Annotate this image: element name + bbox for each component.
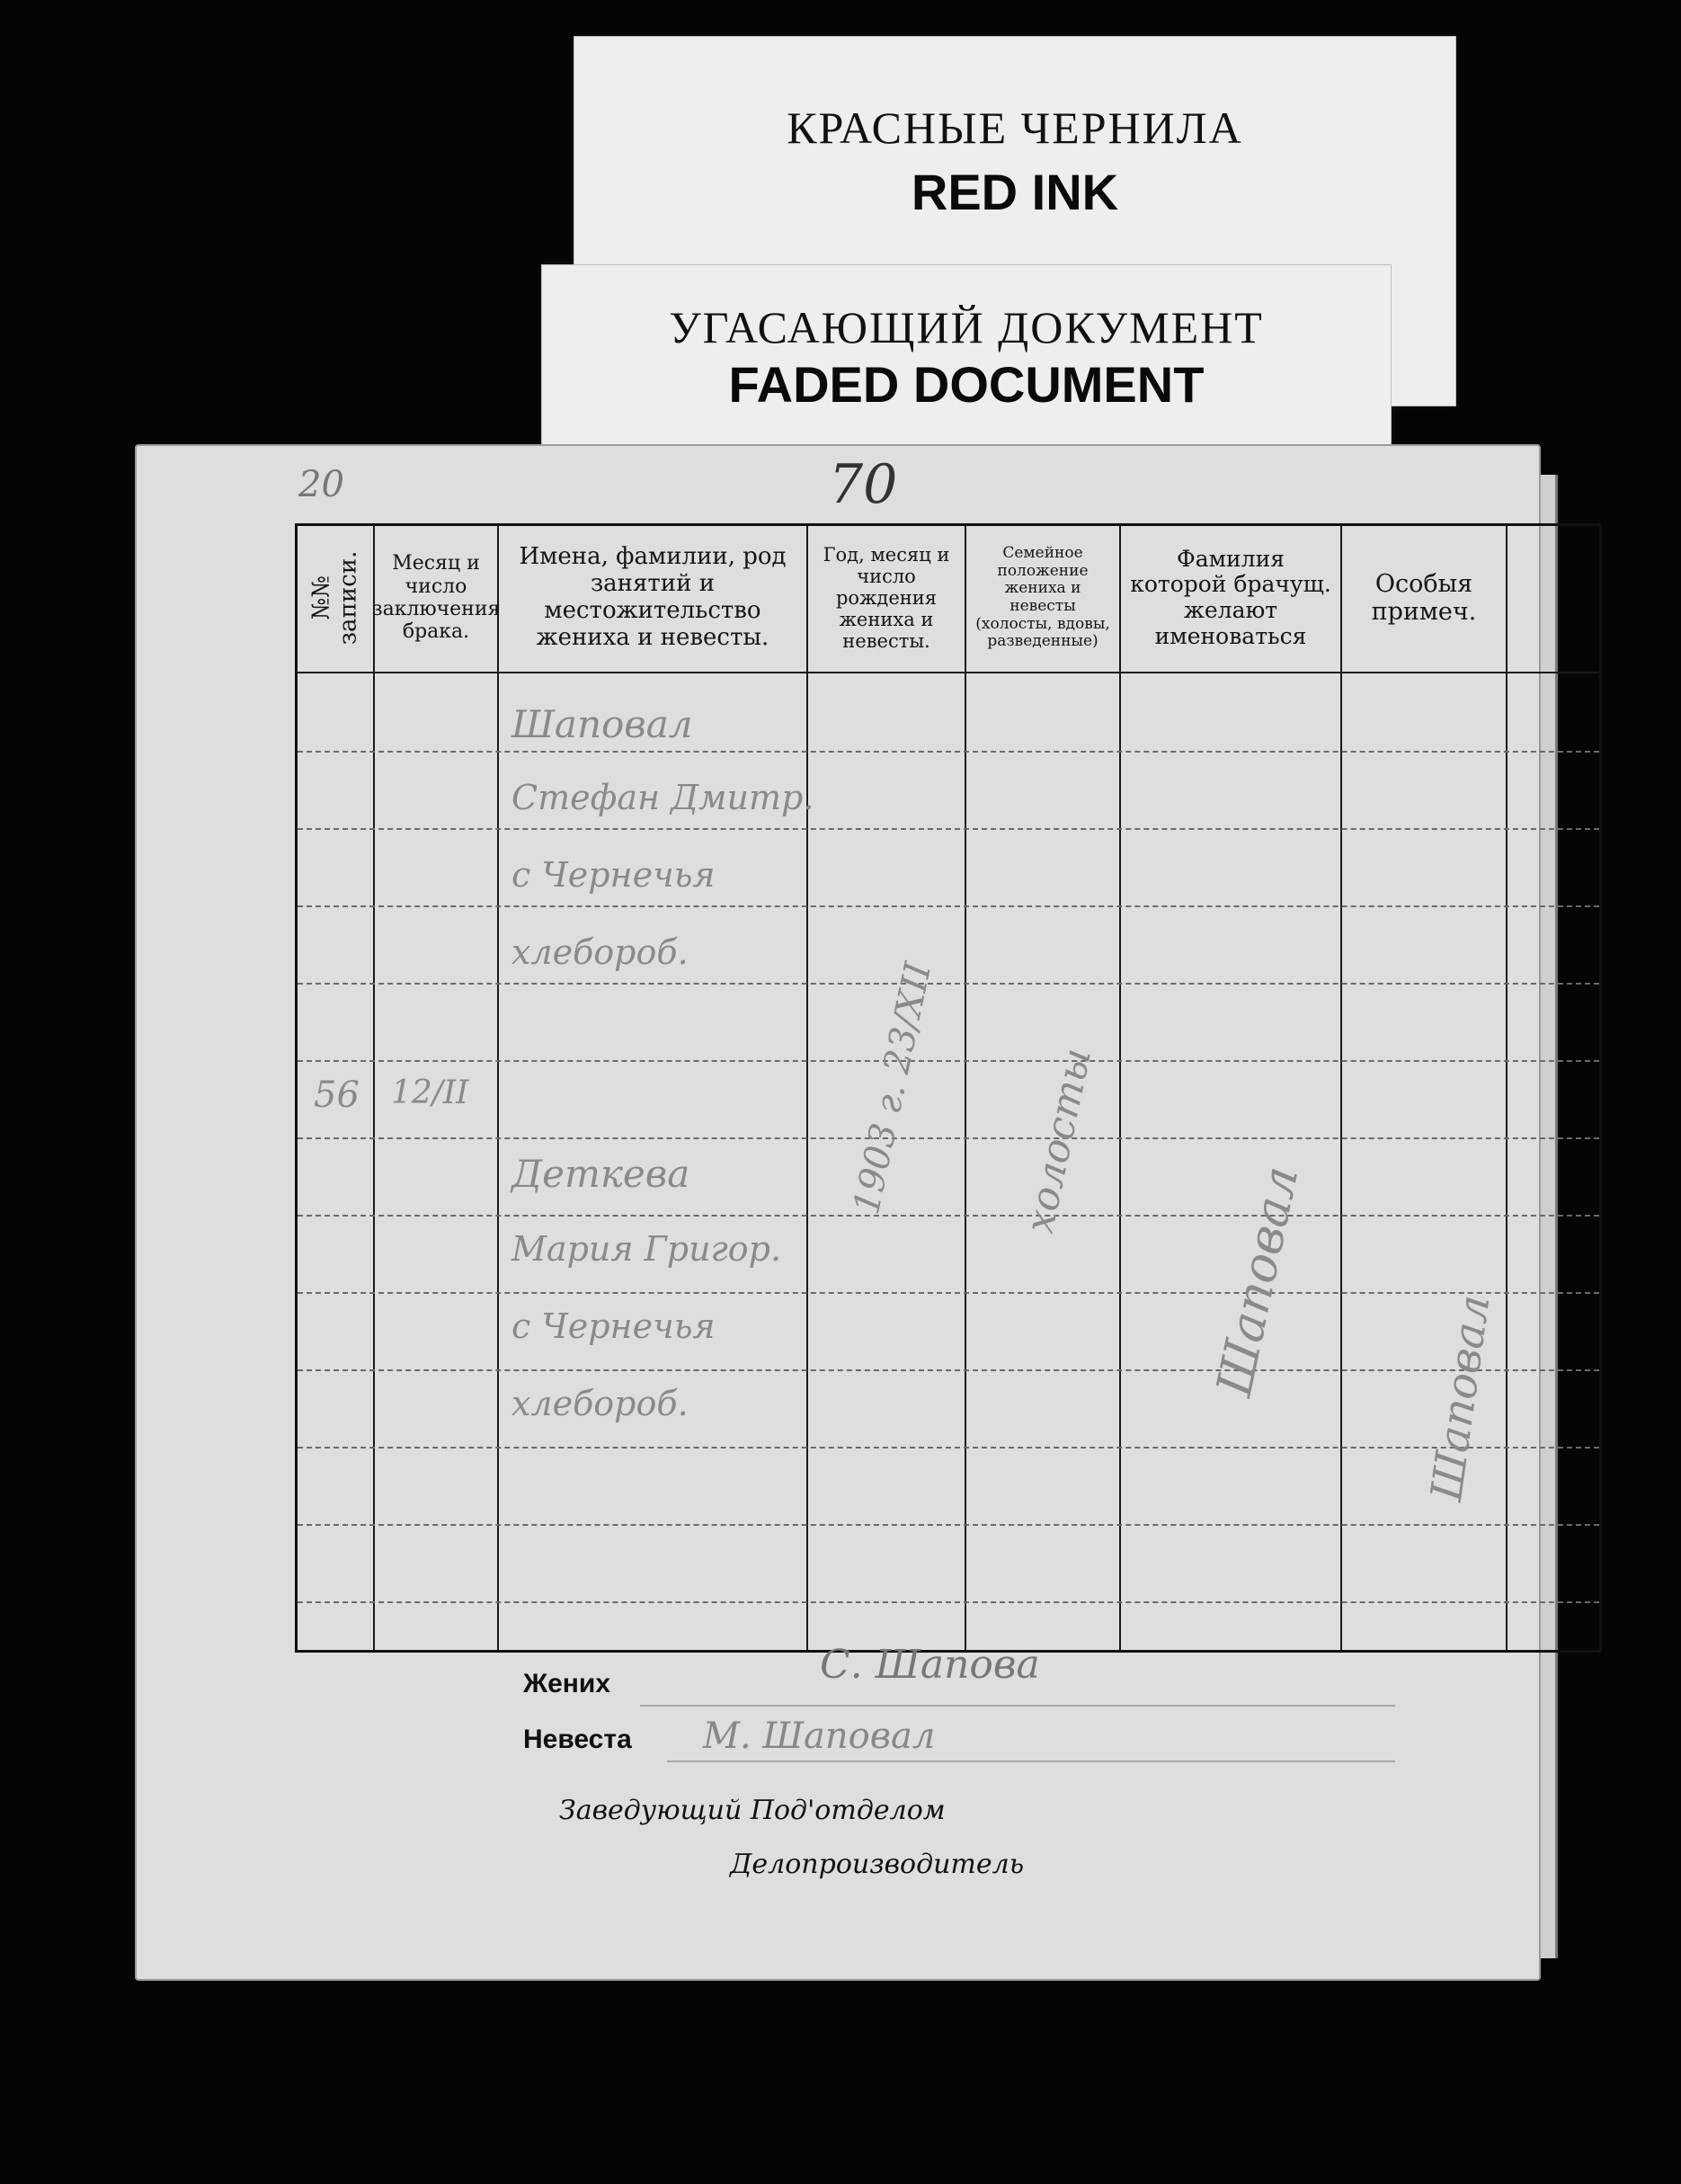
header-marital-status: Семейное положение жениха и невесты (холосты, вдовы, разведенные)	[975, 544, 1110, 651]
groom-label: Жених	[523, 1669, 611, 1698]
entry-marital-status: холосты	[1017, 1044, 1101, 1237]
entry-notes: Шаповал	[1421, 1291, 1500, 1504]
faded-en-text: FADED DOCUMENT	[728, 356, 1205, 413]
header-notes: Особыя примеч.	[1371, 569, 1477, 626]
entry-surname: Шаповал	[1205, 1161, 1310, 1402]
bride-label: Невеста	[523, 1725, 632, 1754]
header-surname: Фамилия которой брачущ. желают именоваться	[1130, 545, 1331, 649]
marriage-register-table	[295, 523, 1602, 1653]
page-number: 70	[829, 453, 898, 516]
header-marriage-date: Месяц и число заключения брака.	[371, 552, 501, 644]
groom-line: с Чернечья	[511, 855, 716, 895]
bride-line: с Чернечья	[511, 1306, 716, 1346]
register-sheet	[135, 444, 1541, 1981]
bride-line: хлебороб.	[511, 1384, 689, 1423]
groom-line: хлебороб.	[511, 932, 689, 972]
clerk-label: Делопроизводитель	[730, 1849, 1025, 1880]
corner-mark: 20	[298, 464, 344, 505]
groom-line: Шаповал	[511, 702, 693, 746]
groom-line: Стефан Дмитр.	[511, 778, 814, 817]
groom-signature: С. Шапова	[820, 1642, 1040, 1688]
bride-line: Деткева	[511, 1152, 690, 1196]
red-ink-ru-text: КРАСНЫЕ ЧЕРНИЛА	[787, 103, 1243, 153]
entry-marriage-date: 12/II	[391, 1074, 469, 1111]
entry-record-number: 56	[314, 1074, 360, 1116]
entry-birth-date: 1903 г. 23/XII	[846, 958, 940, 1218]
head-of-subdepartment-label: Заведующий Под'отделом	[559, 1795, 946, 1826]
bride-signature: М. Шаповал	[703, 1716, 936, 1757]
header-names: Имена, фамилии, род занятий и местожительство жениха и невесты.	[519, 543, 787, 651]
header-record-number: №№ записи.	[307, 550, 362, 646]
red-ink-en-text: RED INK	[911, 164, 1119, 220]
header-birth-date: Год, месяц и число рождения жениха и невесты.	[823, 543, 950, 653]
faded-ru-text: УГАСАЮЩИЙ ДОКУМЕНТ	[669, 302, 1264, 352]
bride-line: Мария Григор.	[511, 1229, 782, 1269]
